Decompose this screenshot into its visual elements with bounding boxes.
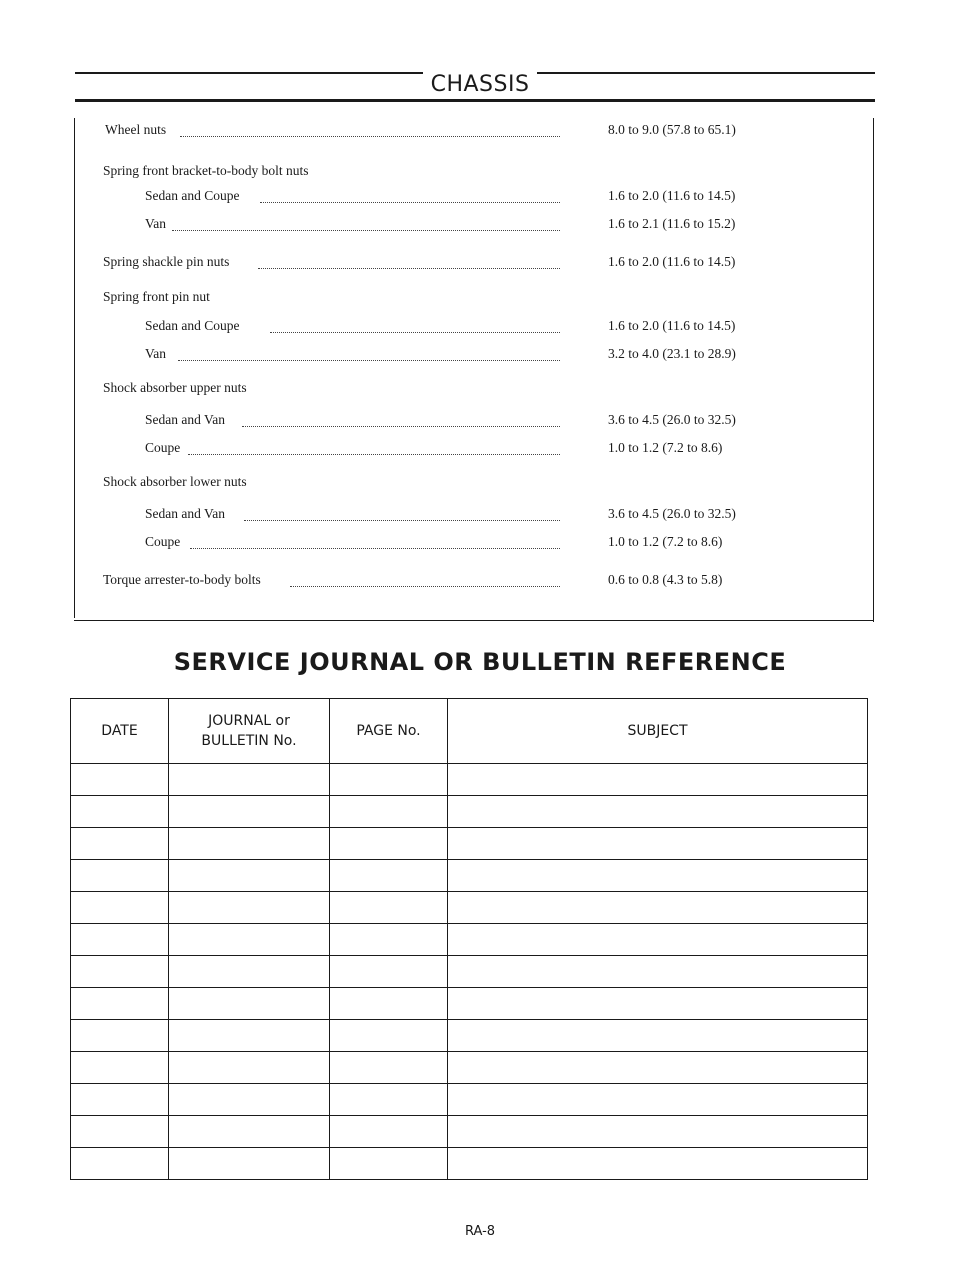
col-journal-line2: BULLETIN No. — [201, 733, 297, 749]
col-subject: SUBJECT — [448, 699, 868, 764]
subject-cell[interactable] — [448, 828, 868, 860]
spec-row — [0, 318, 960, 336]
leader-dots — [180, 122, 560, 137]
table-row — [71, 924, 868, 956]
journal-cell[interactable] — [169, 764, 330, 796]
leader-dots — [290, 572, 560, 587]
table-row — [71, 956, 868, 988]
leader-dots — [244, 506, 560, 521]
date-cell[interactable] — [71, 796, 169, 828]
journal-cell[interactable] — [169, 988, 330, 1020]
date-cell[interactable] — [71, 892, 169, 924]
title-rule — [75, 99, 875, 102]
spec-row — [0, 412, 960, 430]
section-title-text: CHASSIS — [423, 72, 538, 97]
col-page: PAGE No. — [330, 699, 448, 764]
journal-cell[interactable] — [169, 1052, 330, 1084]
leader-dots — [178, 346, 560, 361]
journal-cell[interactable] — [169, 924, 330, 956]
leader-dots — [188, 440, 560, 455]
date-cell[interactable] — [71, 1148, 169, 1180]
col-journal — [169, 699, 330, 764]
table-row — [71, 988, 868, 1020]
spec-label: Van — [145, 216, 170, 232]
page-cell[interactable] — [330, 860, 448, 892]
subject-cell[interactable] — [448, 1148, 868, 1180]
subject-cell[interactable] — [448, 988, 868, 1020]
spec-label: Spring shackle pin nuts — [103, 254, 233, 270]
date-cell[interactable] — [71, 1020, 169, 1052]
subject-cell[interactable] — [448, 860, 868, 892]
table-row — [71, 1052, 868, 1084]
spec-value: 3.2 to 4.0 (23.1 to 28.9) — [608, 346, 736, 361]
col-journal-line1: JOURNAL or — [208, 713, 290, 729]
table-row — [71, 860, 868, 892]
subject-cell[interactable] — [448, 892, 868, 924]
page-cell[interactable] — [330, 924, 448, 956]
page-cell[interactable] — [330, 764, 448, 796]
journal-cell[interactable] — [169, 860, 330, 892]
table-row — [71, 1116, 868, 1148]
subject-cell[interactable] — [448, 1020, 868, 1052]
leader-dots — [172, 216, 560, 231]
table-row — [71, 892, 868, 924]
page-cell[interactable] — [330, 828, 448, 860]
journal-header-row — [71, 699, 868, 764]
leader-dots — [258, 254, 560, 269]
spec-label: Coupe — [145, 534, 184, 550]
spec-group-heading: Spring front pin nut — [103, 289, 210, 304]
page-cell[interactable] — [330, 1116, 448, 1148]
date-cell[interactable] — [71, 1084, 169, 1116]
date-cell[interactable] — [71, 924, 169, 956]
journal-cell[interactable] — [169, 828, 330, 860]
spec-bottom-rule — [74, 620, 874, 621]
spec-label: Van — [145, 346, 170, 362]
date-cell[interactable] — [71, 1052, 169, 1084]
page-cell[interactable] — [330, 1148, 448, 1180]
table-row — [71, 796, 868, 828]
spec-value: 1.6 to 2.0 (11.6 to 14.5) — [608, 318, 736, 333]
leader-dots — [242, 412, 560, 427]
spec-group-heading: Shock absorber upper nuts — [103, 380, 247, 395]
subject-cell[interactable] — [448, 1052, 868, 1084]
journal-body — [71, 764, 868, 1180]
journal-cell[interactable] — [169, 1084, 330, 1116]
spec-value: 3.6 to 4.5 (26.0 to 32.5) — [608, 412, 736, 427]
leader-dots — [260, 188, 560, 203]
subject-cell[interactable] — [448, 796, 868, 828]
spec-row — [0, 122, 960, 140]
journal-cell[interactable] — [169, 1116, 330, 1148]
page-cell[interactable] — [330, 1020, 448, 1052]
spec-row — [0, 534, 960, 552]
spec-row — [0, 216, 960, 234]
page-cell[interactable] — [330, 1084, 448, 1116]
spec-row — [0, 188, 960, 206]
spec-label: Sedan and Coupe — [145, 318, 243, 334]
table-row — [71, 1020, 868, 1052]
spec-row — [0, 440, 960, 458]
date-cell[interactable] — [71, 860, 169, 892]
date-cell[interactable] — [71, 956, 169, 988]
spec-value: 0.6 to 0.8 (4.3 to 5.8) — [608, 572, 723, 587]
subject-cell[interactable] — [448, 924, 868, 956]
date-cell[interactable] — [71, 764, 169, 796]
date-cell[interactable] — [71, 988, 169, 1020]
spec-value: 1.0 to 1.2 (7.2 to 8.6) — [608, 534, 723, 549]
spec-value: 8.0 to 9.0 (57.8 to 65.1) — [608, 122, 736, 137]
page-cell[interactable] — [330, 988, 448, 1020]
table-row — [71, 828, 868, 860]
spec-value: 1.6 to 2.0 (11.6 to 14.5) — [608, 188, 736, 203]
spec-value: 1.0 to 1.2 (7.2 to 8.6) — [608, 440, 723, 455]
col-date: DATE — [71, 699, 169, 764]
journal-cell[interactable] — [169, 1020, 330, 1052]
date-cell[interactable] — [71, 1116, 169, 1148]
journal-title: SERVICE JOURNAL OR BULLETIN REFERENCE — [173, 648, 787, 676]
spec-row — [0, 572, 960, 590]
page-cell[interactable] — [330, 1052, 448, 1084]
subject-cell[interactable] — [448, 1084, 868, 1116]
page-cell[interactable] — [330, 796, 448, 828]
leader-dots — [190, 534, 560, 549]
spec-label: Torque arrester-to-body bolts — [103, 572, 265, 588]
spec-group-heading: Spring front bracket-to-body bolt nuts — [103, 163, 309, 178]
spec-label: Sedan and Van — [145, 506, 229, 522]
spec-label: Wheel nuts — [105, 122, 170, 138]
date-cell[interactable] — [71, 828, 169, 860]
spec-value: 1.6 to 2.1 (11.6 to 15.2) — [608, 216, 736, 231]
subject-cell[interactable] — [448, 764, 868, 796]
subject-cell[interactable] — [448, 956, 868, 988]
journal-cell[interactable] — [169, 892, 330, 924]
spec-row — [0, 254, 960, 272]
table-row — [71, 1148, 868, 1180]
journal-cell[interactable] — [169, 796, 330, 828]
table-row — [71, 1084, 868, 1116]
subject-cell[interactable] — [448, 1116, 868, 1148]
spec-row — [0, 506, 960, 524]
page-number: RA-8 — [464, 1224, 496, 1239]
spec-value: 3.6 to 4.5 (26.0 to 32.5) — [608, 506, 736, 521]
journal-cell[interactable] — [169, 1148, 330, 1180]
spec-label: Coupe — [145, 440, 184, 456]
journal-table — [70, 698, 868, 1180]
spec-value: 1.6 to 2.0 (11.6 to 14.5) — [608, 254, 736, 269]
table-row — [71, 764, 868, 796]
page-cell[interactable] — [330, 956, 448, 988]
leader-dots — [270, 318, 560, 333]
page-cell[interactable] — [330, 892, 448, 924]
journal-cell[interactable] — [169, 956, 330, 988]
spec-row — [0, 346, 960, 364]
spec-label: Sedan and Coupe — [145, 188, 243, 204]
section-title — [0, 72, 960, 97]
spec-label: Sedan and Van — [145, 412, 229, 428]
spec-group-heading: Shock absorber lower nuts — [103, 474, 247, 489]
